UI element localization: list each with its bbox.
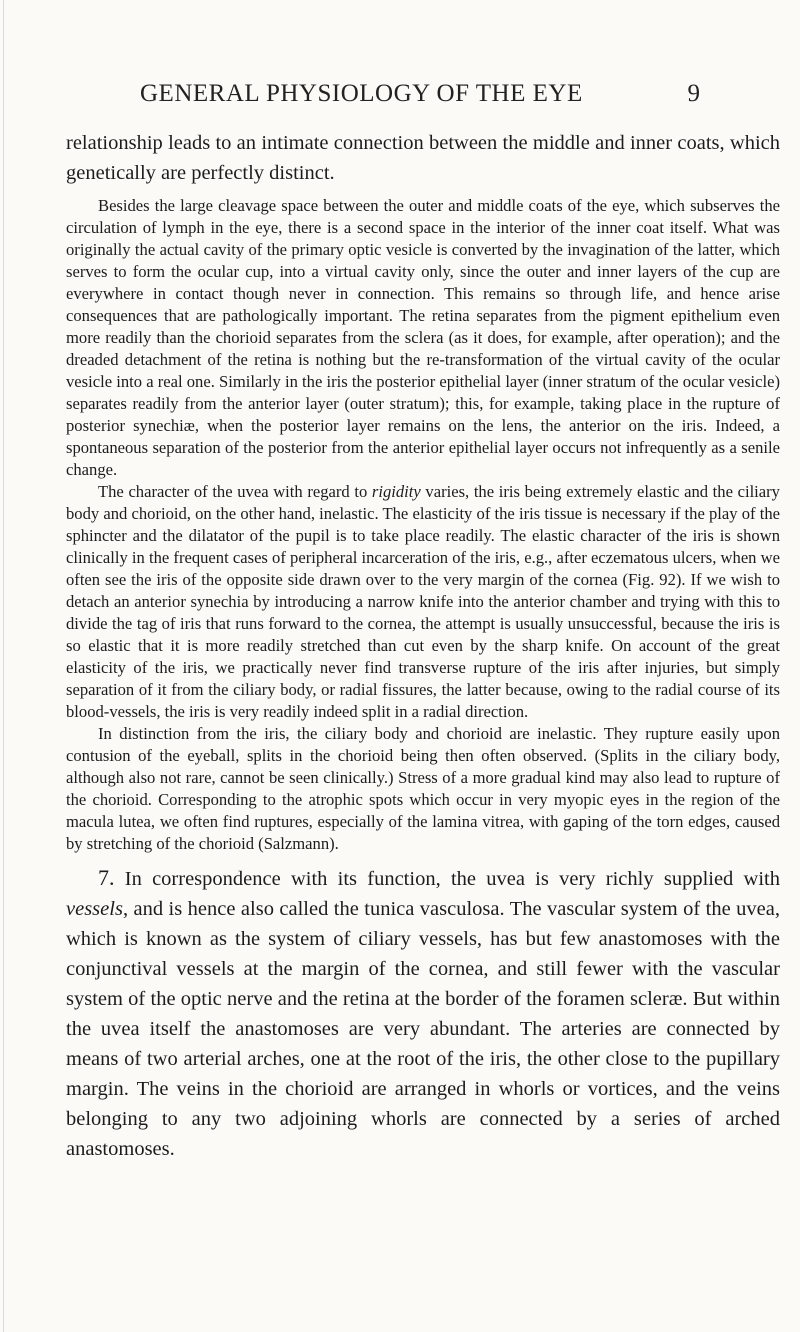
text-span: varies, the iris being extremely elastic and the ciliary body and chorioid, on the other hand, inelastic. The elasticity of the iris tissue is necessary if the play of the sphincter and the dilatator of the pupil is to take place readily. The elastic character of the iris is shown clinically in the frequent cases of peripheral incarceration of the iris, e.g., after eczematous ulcers, when we often see the iris of the opposite side drawn over to the very margin of the cornea (Fig. 92). If we wish to detach an anterior synechia by introducing a narrow knife into the anterior chamber and trying with this to divide the tag of iris that runs forward to the cornea, the attempt is usually unsuccessful, because the iris is so elastic that it is more readily stretched than cut even by the sharp knife. On account of the great elasticity of the iris, we practically never find transverse rupture of the iris after injuries, but simply separation of it from the ciliary body, or radial fissures, the latter because, owing to the radial course of its blood-vessels, the iris is very readily indeed split in a radial direction. (66, 482, 780, 721)
paragraph-cleavage-space: Besides the large cleavage space between the outer and middle coats of the eye, which subserves the circulation of lymph in the eye, there is a second space in the interior of the inner coat itself. What was originally the actual cavity of the primary optic vesicle is converted by the invagination of the latter, which serves to form the ocular cup, into a virtual cavity only, since the outer and inner layers of the cup are everywhere in contact though never in connection. This remains so through life, and hence arise consequences that are pathologically important. The retina separates from the pigment epithelium even more readily than the chorioid separates from the sclera (as it does, for example, after operation); and the dreaded detachment of the retina is nothing but the re-transformation of the virtual cavity of the ocular vesicle into a real one. Similarly in the iris the posterior epithelial layer (inner stratum of the ocular vesicle) separates readily from the anterior layer (outer stratum); this, for example, taking place in the rupture of posterior synechiæ, when the posterior layer remains on the lens, the anterior on the iris. Indeed, a spontaneous separation of the posterior from the anterior epithelial layer occurs not infrequently as a senile change. (66, 196, 780, 479)
running-title: GENERAL PHYSIOLOGY OF THE EYE (140, 80, 583, 107)
text-span: The character of the uvea with regard to (98, 482, 372, 501)
section-number: 7. (98, 865, 115, 890)
running-header (140, 80, 700, 116)
paragraph-section-7 (66, 863, 780, 1164)
paragraph-inelastic: In distinction from the iris, the ciliary body and chorioid are inelastic. They rupture easily upon contusion of the eyeball, splits in the chorioid being then often observed. (Splits in the ciliary body, although also not rare, cannot be seen clinically.) Stress of a more gradual kind may also lead to rupture of the chorioid. Corresponding to the atrophic spots which occur in very myopic eyes in the region of the macula lutea, we often find ruptures, especially of the lamina vitrea, with gaping of the torn edges, caused by stretching of the chorioid (Salzmann). (66, 724, 780, 853)
text-span: In correspondence with its function, the uvea is very richly supplied with (114, 868, 780, 890)
emphasis-term: vessels (66, 898, 123, 920)
emphasis-term: rigidity (371, 482, 421, 501)
text-span: , and is hence also called the tunica vasculosa. The vascular system of the uvea, which is known as the system of ciliary vessels, has but few anastomoses with the conjunctival vessels at the margin of the cornea, and still fewer with the vascular system of the optic nerve and the retina at the border of the foramen scleræ. But within the uvea itself the anastomoses are very abundant. The arteries are connected by means of two arterial arches, one at the root of the iris, the other close to the pupillary margin. The veins in the chorioid are arranged in whorls or vortices, and the veins belonging to any two adjoining whorls are connected by a series of arched anastomoses. (66, 898, 780, 1160)
page-edge-line (3, 0, 4, 1332)
paragraph-rigidity (66, 481, 780, 723)
paragraph-continuation: relationship leads to an intimate connection between the middle and inner coats, which genetically are perfectly distinct. (66, 132, 780, 184)
page-number: 9 (687, 80, 700, 107)
body-text (66, 128, 780, 1164)
